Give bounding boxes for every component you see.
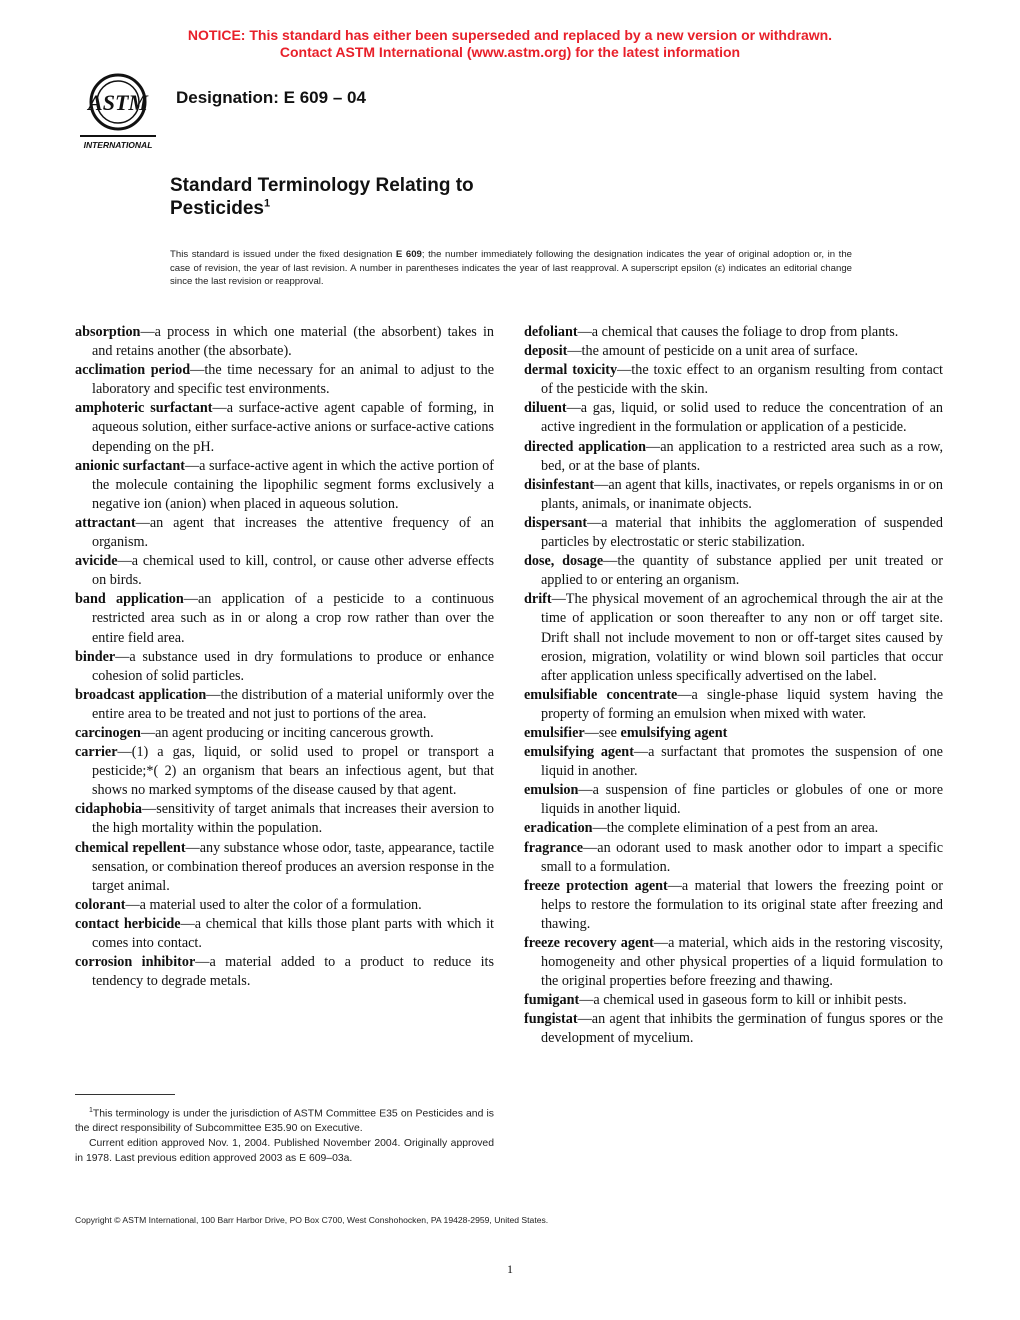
definition-entry	[524, 724, 943, 743]
footnote-mark: 1	[89, 1107, 93, 1114]
definition-term: freeze protection agent	[524, 877, 668, 894]
astm-logo	[72, 72, 164, 152]
definition-term: freeze recovery agent	[524, 935, 654, 951]
definition-term: dispersant	[524, 514, 588, 531]
definition-text: —a chemical that kills those plant parts with which it comes into contact.	[92, 915, 494, 951]
definition-text: —a chemical that causes the foliage to drop from plants.	[577, 324, 899, 340]
definition-term: attractant	[75, 514, 136, 531]
definition-text: —an application of a pesticide to a continuous restricted area such as in or along a crop row rather than over the entire field area.	[92, 591, 494, 646]
definition-term: broadcast application	[75, 686, 207, 703]
definition-term: absorption	[75, 324, 141, 340]
definition-text: —an agent that increases the attentive frequency of an organism.	[92, 514, 494, 551]
definition-term: fumigant	[524, 992, 580, 1009]
definition-entry	[75, 724, 494, 743]
definition-term: band application	[75, 591, 184, 608]
designation: Designation: E 609 – 04	[176, 88, 366, 107]
definition-term: avicide	[75, 553, 118, 570]
definition-entry	[524, 342, 943, 361]
footnote	[75, 1103, 494, 1166]
definitions-right-column	[524, 323, 943, 1049]
definition-term: fragrance	[524, 839, 584, 856]
definition-term: carcinogen	[75, 724, 141, 741]
definition-text: —an odorant used to mask another odor to impart a specific small to a formulation.	[541, 839, 943, 875]
definition-entry	[524, 1010, 943, 1048]
definition-text: —a material that lowers the freezing point or helps to restore the formulation to its original state after freezing and thawing.	[541, 877, 943, 932]
definition-text: —an application to a restricted area such as a row, bed, or at the base of plants.	[541, 438, 943, 474]
definition-text: —the time necessary for an animal to adjust to the laboratory and specific test environments.	[92, 362, 494, 398]
definition-text: —see	[584, 724, 621, 741]
definition-text: —a surface-active agent capable of forming, in aqueous solution, either surface-active anions or surface-active cations depending on the pH.	[92, 400, 494, 455]
definition-text: —a substance used in dry formulations to produce or enhance cohesion of solid particles.	[92, 648, 494, 684]
definition-term: chemical repellent	[75, 839, 186, 856]
definition-entry	[524, 686, 943, 724]
definition-entry	[524, 743, 943, 781]
title-footnote-mark: 1	[264, 197, 271, 210]
definition-term: drift	[524, 591, 552, 608]
definition-text: —a suspension of fine particles or globules of one or more liquids in another liquid.	[541, 782, 943, 818]
definition-entry	[75, 552, 494, 590]
page-title	[170, 174, 670, 220]
definition-entry	[75, 743, 494, 800]
definition-term: dose, dosage	[524, 553, 604, 570]
footnote-edition: Current edition approved Nov. 1, 2004. Published November 2004. Originally approved in 1978. Last previous edition approved 2003 as E 609–03a.	[75, 1138, 494, 1165]
definitions-left-column	[75, 323, 494, 991]
definition-text: —the complete elimination of a pest from an area.	[592, 820, 879, 837]
definition-entry	[524, 991, 943, 1010]
definition-text: —The physical movement of an agrochemical through the air at the time of application or soon thereafter to any non or off target site. Drift shall not include movement to non or off-target sites caused by erosion, migration, volatility or wind blown soil particles that occur after application unless specifically advertised on the label.	[541, 591, 943, 684]
issuance-statement: This standard is issued under the fixed designation E 609; the number immediately following the designation indicates the year of original adoption or, in the case of revision, the year of last revision. A number in parentheses indicates the year of last reapproval. A superscript epsilon (ε) indicates an editorial change since the last revision or reapproval.	[170, 249, 852, 287]
definition-text: —an agent that kills, inactivates, or repels organisms in or on plants, animals, or inanimate objects.	[541, 476, 943, 512]
definition-term: directed application	[524, 438, 647, 455]
definition-entry	[524, 877, 943, 934]
definition-text: —the quantity of substance applied per unit treated or applied to or entering an organism.	[541, 553, 943, 589]
copyright-line: Copyright © ASTM International, 100 Barr Harbor Drive, PO Box C700, West Conshohocken, PA 19428-2959, United States.	[75, 1215, 549, 1225]
definition-entry	[524, 590, 943, 685]
definition-entry	[75, 323, 494, 361]
definition-text: —a process in which one material (the absorbent) takes in and retains another (the absorbate).	[92, 324, 494, 360]
definition-text: —a surfactant that promotes the suspension of one liquid in another.	[541, 744, 943, 780]
withdrawal-notice	[0, 27, 1020, 61]
title-line-2: Pesticides	[170, 198, 264, 219]
definition-entry	[75, 648, 494, 686]
logo-letters: ASTM	[88, 90, 148, 115]
definition-text: —an agent producing or inciting cancerous growth.	[140, 724, 434, 741]
definition-entry	[75, 915, 494, 953]
definition-term: emulsifiable concentrate	[524, 686, 678, 703]
title-line-1: Standard Terminology Relating to	[170, 175, 474, 196]
definition-text: —the toxic effect to an organism resulting from contact of the pesticide with the skin.	[541, 362, 944, 398]
see-reference: emulsifying agent	[620, 724, 728, 741]
definition-term: fungistat	[524, 1011, 578, 1028]
definition-term: emulsifying agent	[524, 744, 634, 761]
definition-text: —a material, which aids in the restoring viscosity, homogeneity and other physical properties of a liquid formulation to the original properties before freezing and thawing.	[541, 935, 943, 990]
definition-entry	[75, 686, 494, 724]
definition-text: —a material that inhibits the agglomeration of suspended particles by electrostatic or steric stabilization.	[541, 514, 943, 551]
definition-term: defoliant	[524, 324, 578, 340]
definition-entry	[75, 953, 494, 991]
definition-term: anionic surfactant	[75, 457, 185, 474]
definition-text: —a single-phase liquid system having the property of forming an emulsion when mixed with water.	[541, 686, 943, 722]
definition-term: cidaphobia	[75, 801, 143, 818]
definition-entry	[75, 896, 494, 915]
definition-term: colorant	[75, 896, 126, 913]
definition-entry	[524, 839, 943, 877]
definition-term: deposit	[524, 343, 568, 360]
definition-text: —an agent that inhibits the germination of fungus spores or the development of mycelium.	[541, 1011, 943, 1047]
definition-term: emulsifier	[524, 724, 585, 741]
definition-term: corrosion inhibitor	[75, 954, 196, 971]
definition-term: eradication	[524, 820, 593, 837]
footnote-divider	[75, 1094, 175, 1095]
issued-designation: E 609	[395, 249, 422, 260]
definition-term: emulsion	[524, 782, 579, 799]
definition-text: —a gas, liquid, or solid used to reduce the concentration of an active ingredient in the formulation or application of a pesticide.	[541, 400, 943, 436]
definition-entry	[524, 323, 943, 342]
definition-entry	[75, 514, 494, 552]
definition-text: —a chemical used in gaseous form to kill or inhibit pests.	[579, 992, 907, 1009]
definition-text: —a material added to a product to reduce its tendency to degrade metals.	[92, 954, 494, 990]
definition-text: —(1) a gas, liquid, or solid used to propel or transport a pesticide;*( 2) an organism that bears an infectious agent, but that shows no marked symptoms of the disease caused by that agent.	[92, 744, 494, 799]
definition-entry	[524, 476, 943, 514]
definition-text: —any substance whose odor, taste, appearance, tactile sensation, or combination thereof produces an aversion response in the target animal.	[92, 839, 494, 894]
definition-entry	[524, 399, 943, 437]
definition-term: carrier	[75, 744, 118, 761]
definition-term: acclimation period	[75, 362, 191, 379]
definition-entry	[524, 438, 943, 476]
definition-entry	[524, 552, 943, 590]
definition-text: —a material used to alter the color of a formulation.	[125, 896, 422, 913]
definition-entry	[524, 361, 943, 399]
definition-entry	[75, 839, 494, 896]
definition-text: —the distribution of a material uniformly over the entire area to be treated and not just to portions of the area.	[92, 686, 494, 722]
definition-entry	[524, 934, 943, 991]
notice-line-1: NOTICE: This standard has either been superseded and replaced by a new version or withdrawn.	[187, 27, 833, 43]
definition-entry	[75, 399, 494, 456]
definition-entry	[524, 819, 943, 838]
definition-term: diluent	[524, 400, 567, 417]
definition-entry	[75, 361, 494, 399]
footnote-jurisdiction: This terminology is under the jurisdiction of ASTM Committee E35 on Pesticides and is the direct responsibility of Subcommittee E35.90 on Executive.	[75, 1108, 494, 1135]
page-number: 1	[507, 1262, 513, 1276]
definition-term: contact herbicide	[75, 915, 181, 932]
definition-term: binder	[75, 648, 116, 665]
logo-wordmark: INTERNATIONAL	[83, 140, 153, 150]
definition-entry	[75, 800, 494, 838]
definition-entry	[75, 457, 494, 514]
notice-line-2: Contact ASTM International (www.astm.org) for the latest information	[279, 44, 741, 60]
definition-text: —a surface-active agent in which the active portion of the molecule containing the lipophilic segment forms exclusively a negative ion (anion) when placed in aqueous solution.	[92, 457, 495, 512]
definition-term: disinfestant	[524, 476, 595, 493]
definition-text: —the amount of pesticide on a unit area of surface.	[567, 343, 859, 360]
definition-entry	[524, 514, 943, 552]
definition-text: —sensitivity of target animals that increases their aversion to the high mortality within the population.	[92, 801, 494, 837]
definition-term: dermal toxicity	[524, 362, 618, 379]
definition-entry	[75, 590, 494, 647]
definition-text: —a chemical used to kill, control, or cause other adverse effects on birds.	[92, 553, 494, 589]
definition-term: amphoteric surfactant	[75, 400, 213, 417]
definition-entry	[524, 781, 943, 819]
